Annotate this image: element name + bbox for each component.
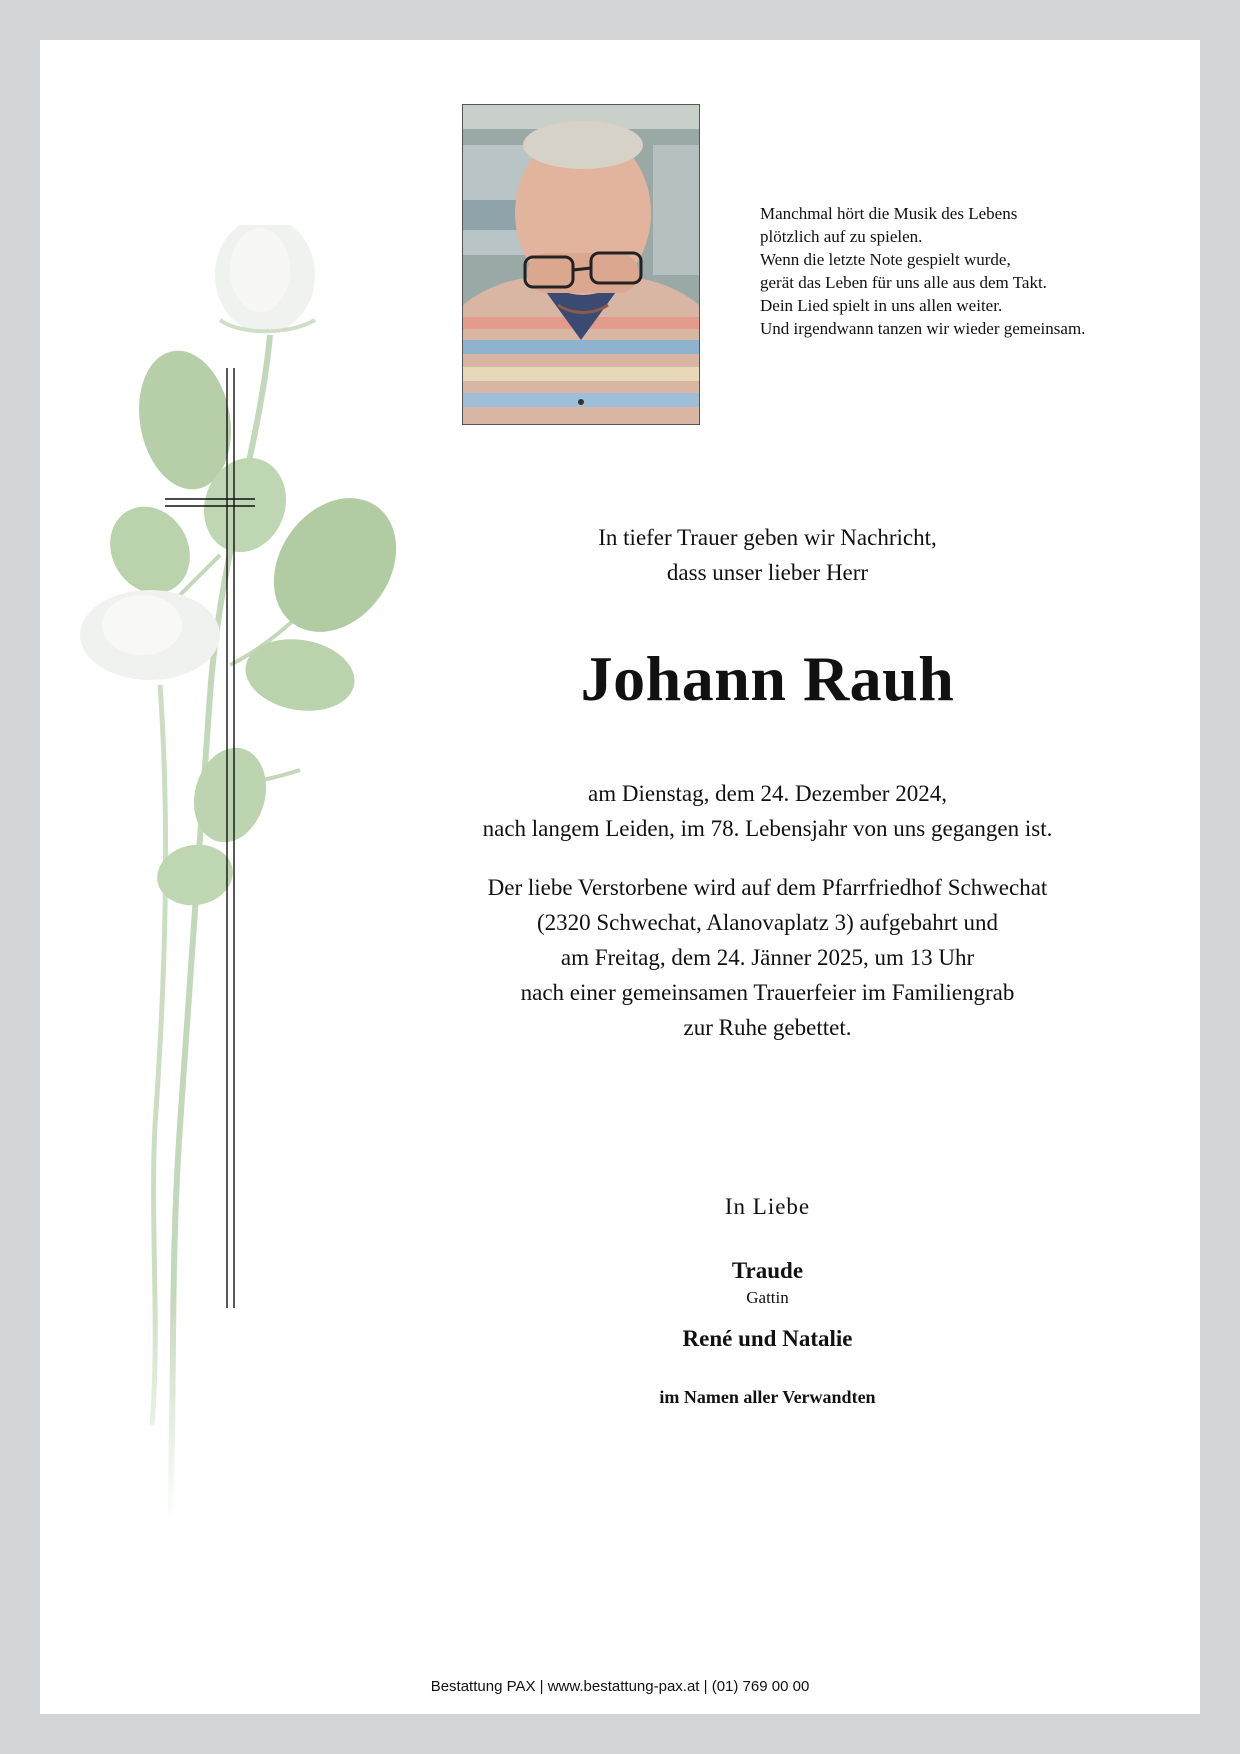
closing-line: im Namen aller Verwandten (659, 1387, 876, 1407)
footer-phone: | (01) 769 00 00 (699, 1678, 809, 1695)
memorial-poem (760, 202, 1160, 340)
poem-line: Wenn die letzte Note gespielt wurde, (760, 250, 1011, 269)
funeral-line: nach einer gemeinsamen Trauerfeier im Familiengrab (520, 980, 1015, 1005)
poem-line: plötzlich auf zu spielen. (760, 227, 923, 246)
poem-line: Dein Lied spielt in uns allen weiter. (760, 296, 1003, 315)
mourner-relation: Gattin (746, 1288, 789, 1307)
poem-line: gerät das Leben für uns alle aus dem Takt. (760, 273, 1047, 292)
death-line: nach langem Leiden, im 78. Lebensjahr von uns gegangen ist. (482, 816, 1053, 841)
funeral-line: am Freitag, dem 24. Jänner 2025, um 13 Uhr (560, 945, 975, 970)
poem-line: Manchmal hört die Musik des Lebens (760, 204, 1018, 223)
death-details (420, 776, 1115, 846)
mourner-name: Traude (731, 1258, 804, 1283)
mourner-name: René und Natalie (682, 1326, 853, 1351)
portrait-photo (462, 104, 700, 425)
footer-website[interactable]: | www.bestattung-pax.at (535, 1678, 699, 1695)
announcement-intro (420, 520, 1115, 590)
footer-company: Bestattung PAX (430, 1678, 536, 1695)
deceased-name: Johann Rauh (580, 643, 955, 714)
poem-line: Und irgendwann tanzen wir wieder gemeinsam. (760, 319, 1086, 338)
funeral-line: Der liebe Verstorbene wird auf dem Pfarrfriedhof Schwechat (487, 875, 1048, 900)
death-line: am Dienstag, dem 24. Dezember 2024, (588, 781, 947, 806)
greeting: In Liebe (724, 1194, 811, 1219)
funeral-line: (2320 Schwechat, Alanovaplatz 3) aufgebahrt und (536, 910, 999, 935)
footer (40, 1678, 1200, 1695)
funeral-line: zur Ruhe gebettet. (683, 1015, 852, 1040)
funeral-details (420, 870, 1115, 1045)
intro-line: In tiefer Trauer geben wir Nachricht, (598, 525, 937, 550)
cross-icon (125, 368, 255, 1308)
intro-line: dass unser lieber Herr (666, 560, 869, 585)
